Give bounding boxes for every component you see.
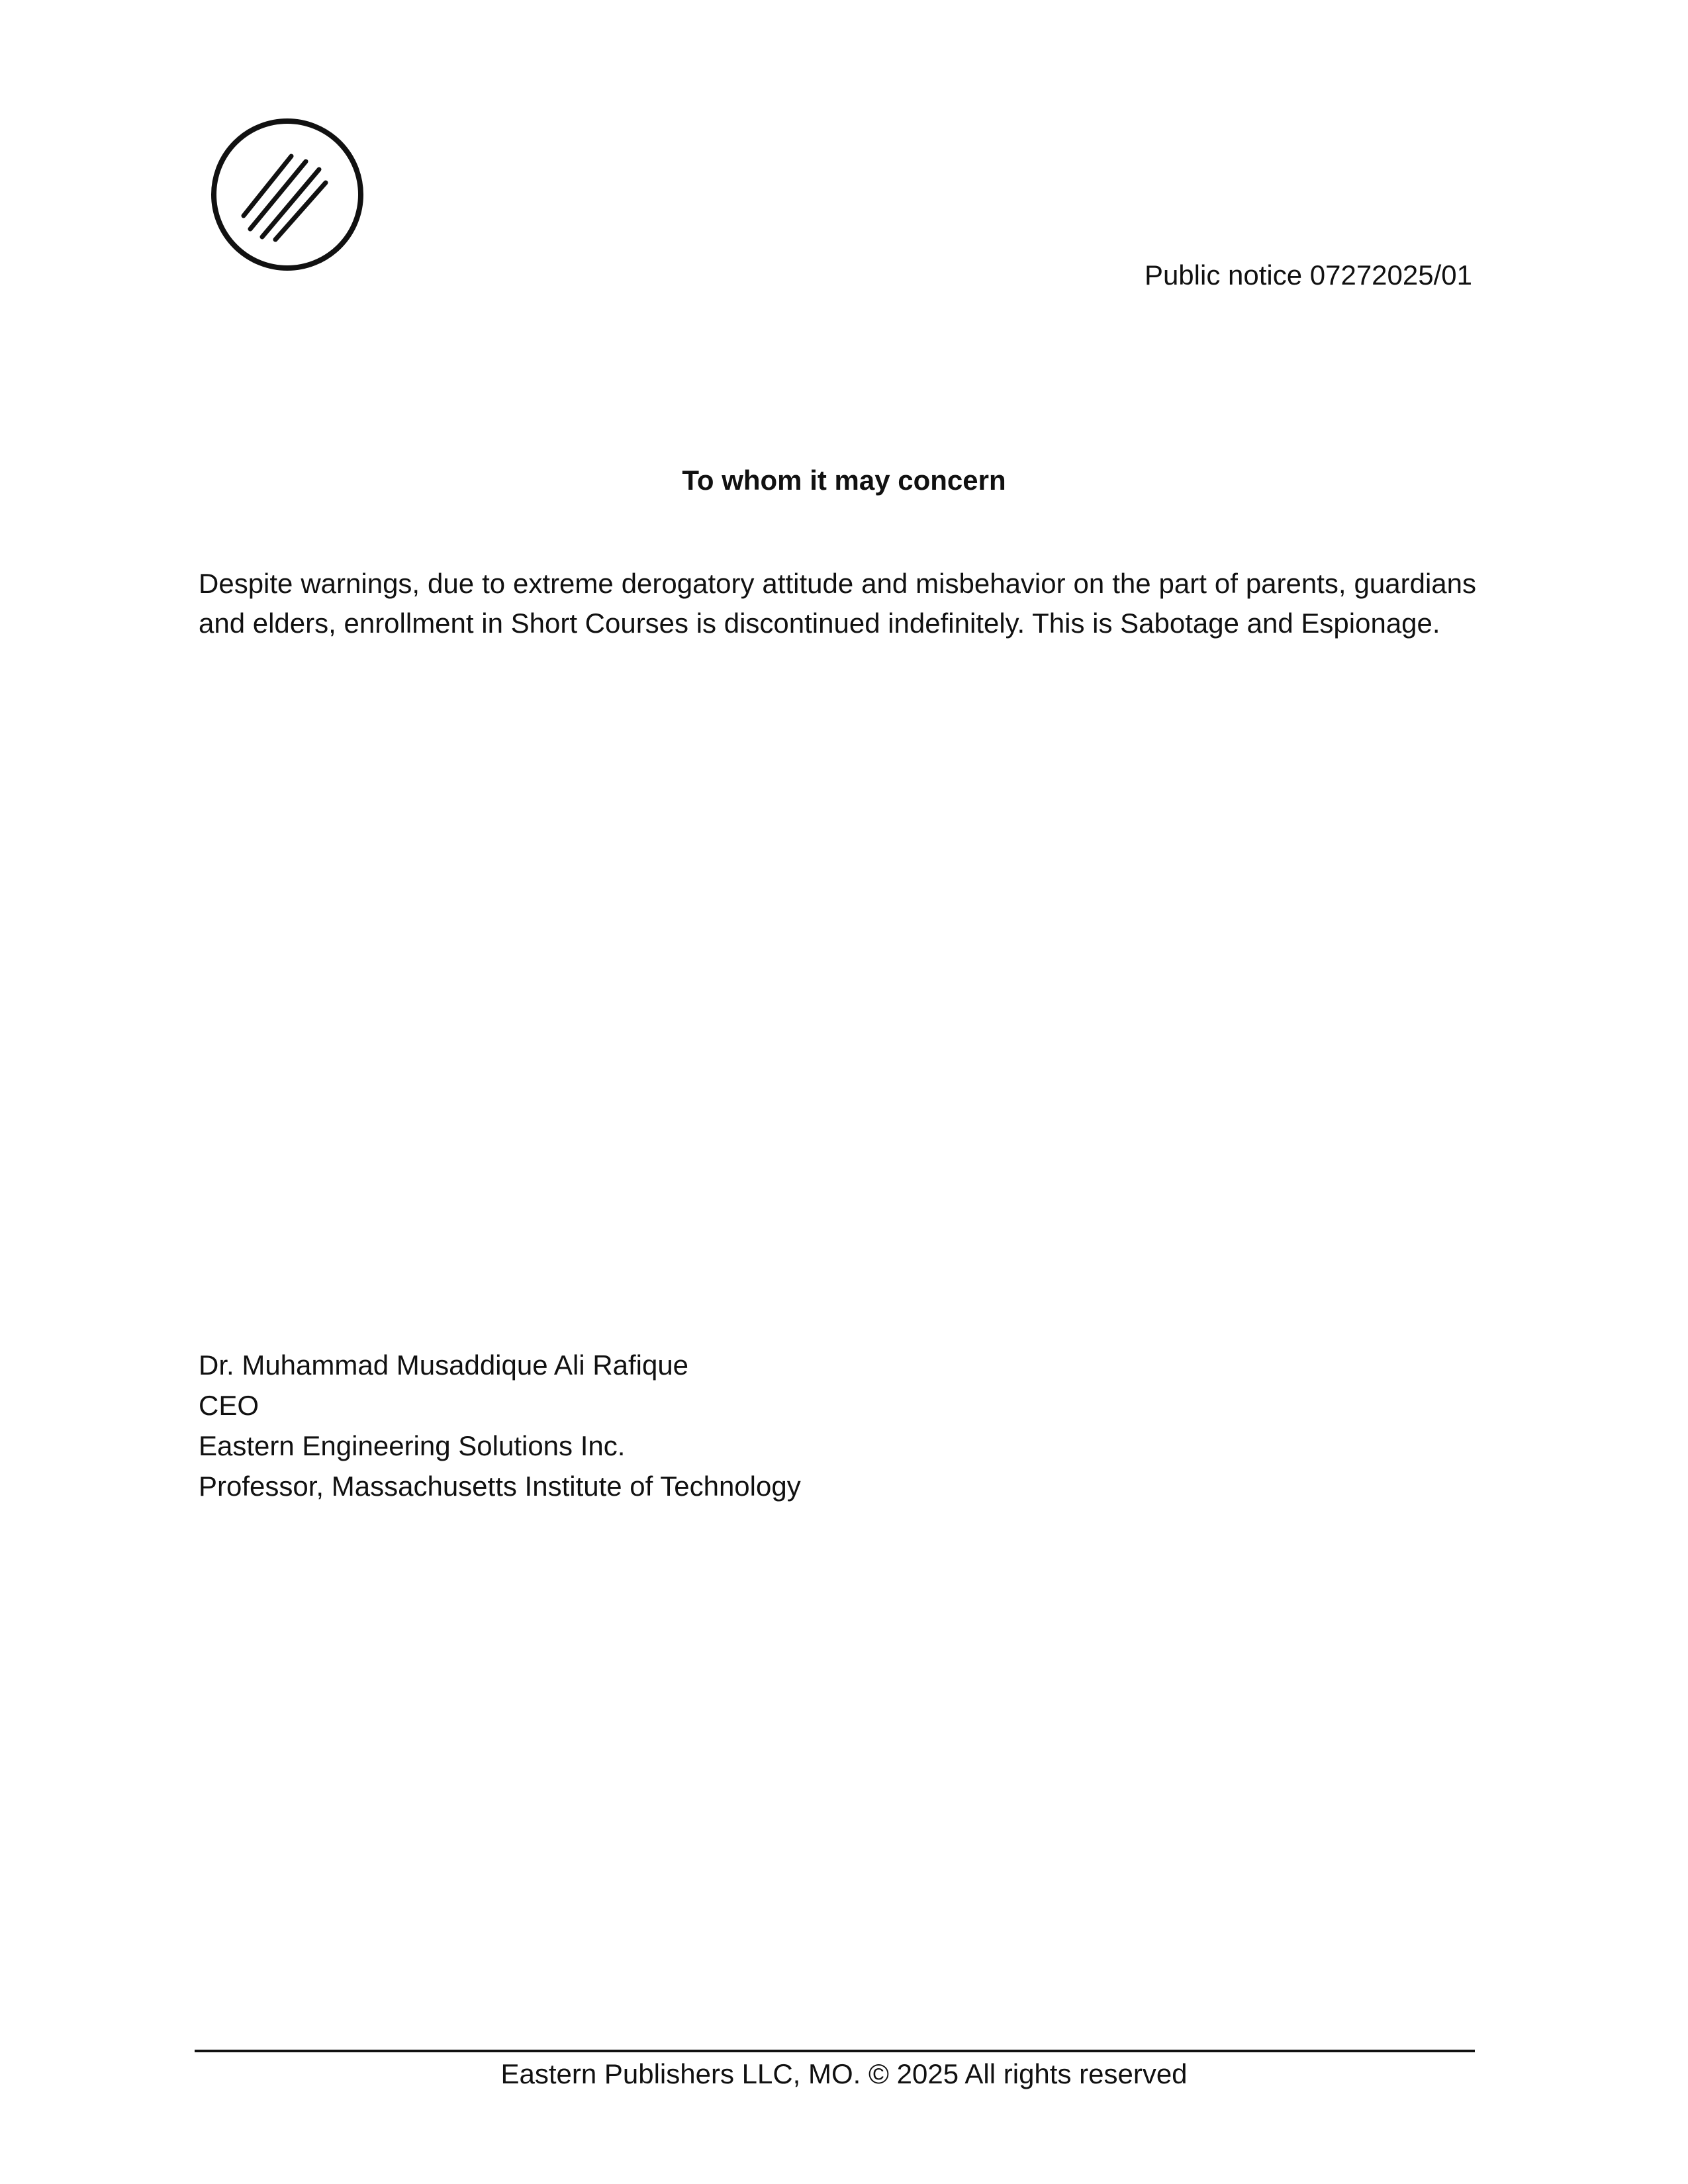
signatory-company: Eastern Engineering Solutions Inc. (199, 1430, 626, 1461)
notice-body: Despite warnings, due to extreme derogatory attitude and misbehavior on the part of parents, guardians and elders, enrollment in Short Courses is discontinued indefinitely. This is Sabotage and Espionage. (199, 568, 1476, 639)
signatory-affiliation: Professor, Massachusetts Institute of Technology (199, 1471, 801, 1502)
notice-id: Public notice 07272025/01 (1144, 259, 1472, 291)
signatory-title: CEO (199, 1390, 259, 1421)
signature-block (199, 1345, 1192, 1506)
footer-copyright: Eastern Publishers LLC, MO. © 2025 All rights reserved (500, 2058, 1188, 2089)
footer-divider (195, 2050, 1475, 2052)
signatory-name: Dr. Muhammad Musaddique Ali Rafique (199, 1349, 689, 1381)
salutation-heading: To whom it may concern (682, 465, 1006, 496)
logo-icon (209, 116, 365, 273)
